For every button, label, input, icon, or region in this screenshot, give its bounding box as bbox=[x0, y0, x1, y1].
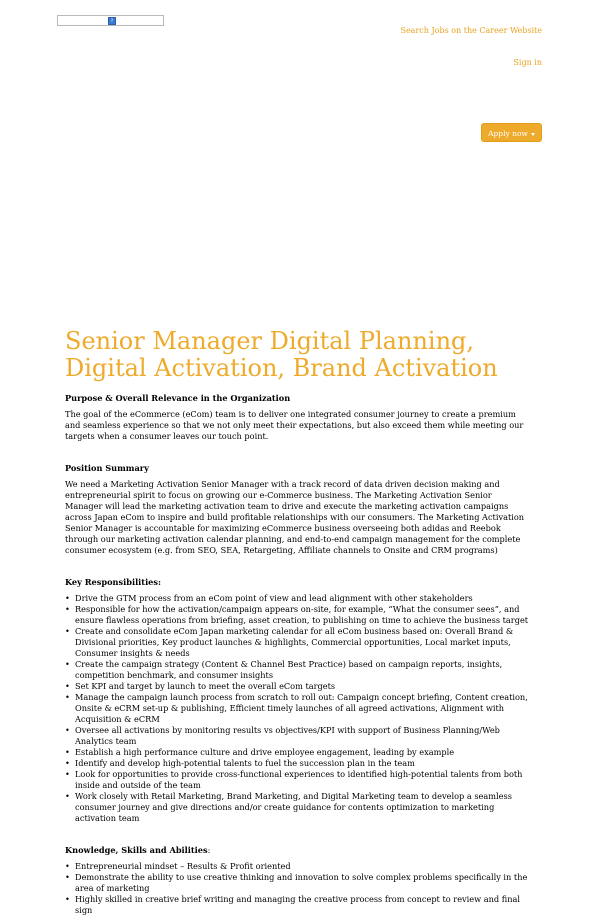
responsibilities-list bbox=[65, 593, 530, 824]
list-item: • Entrepreneurial mindset – Results & Profit oriented bbox=[75, 861, 530, 872]
section-body-purpose: The goal of the eCommerce (eCom) team is to deliver one integrated consumer journey to create a premium and seamless experience so that we not only meet their expectations, but also exceed them while meeting our targets when a consumer leaves our touch point. bbox=[65, 409, 524, 441]
search-jobs-link[interactable]: Search Jobs on the Career Website bbox=[400, 26, 542, 35]
section-heading-position-summary: Position Summary bbox=[65, 463, 149, 473]
page-title: Senior Manager Digital Planning, Digital Activation, Brand Activation bbox=[65, 327, 498, 382]
list-item: • Demonstrate the ability to use creative thinking and innovation to solve complex problems specifically in the area of marketing bbox=[75, 872, 530, 894]
skills-heading-colon: : bbox=[207, 845, 211, 855]
section-heading-purpose: Purpose & Overall Relevance in the Organization bbox=[65, 393, 291, 403]
apply-now-label: Apply now bbox=[488, 129, 528, 138]
section-heading-responsibilities: Key Responsibilities: bbox=[65, 577, 162, 587]
list-item: • Identify and develop high-potential talents to fuel the succession plan in the team bbox=[75, 758, 530, 769]
list-item: • Oversee all activations by monitoring results vs objectives/KPI with support of Business Planning/Web Analytics team bbox=[75, 725, 530, 747]
list-item: • Highly skilled in creative brief writing and managing the creative process from concept to review and final sign bbox=[75, 894, 530, 916]
skills-heading-bold: Knowledge, Skills and Abilities bbox=[65, 845, 208, 855]
list-item: • Set KPI and target by launch to meet the overall eCom targets bbox=[75, 681, 530, 692]
job-description bbox=[65, 328, 530, 916]
section-body-position-summary: We need a Marketing Activation Senior Manager with a track record of data driven decision making and entrepreneurial spirit to focus on growing our e-Commerce business. The Marketing Activation Senior Manager will lead the marketing activation team to drive and execute the marketing activation campaigns across Japan eCom to inspire and build profitable relationships with our consumers. The Marketing Activation Senior Manager is accountable for maximizing eCommerce business overseeing both adidas and Reebok through our marketing activation calendar planning, and end-to-end campaign management for the complete consumer ecosystem (e.g. from SEO, SEA, Retargeting, Affiliate channels to Onsite and CRM programs) bbox=[65, 479, 525, 555]
section-heading-skills bbox=[65, 845, 530, 856]
list-item: • Create the campaign strategy (Content & Channel Best Practice) based on campaign reports, insights, competition benchmark, and consumer insights bbox=[75, 659, 530, 681]
logo-placeholder[interactable] bbox=[57, 15, 164, 26]
skills-list bbox=[65, 861, 530, 916]
caret-down-icon bbox=[531, 133, 535, 136]
list-item: • Create and consolidate eCom Japan marketing calendar for all eCom business based on: Overall Brand & Divisional priorities, Key product launches & highlights, Commercial opportunities, Local market inputs, Consumer insights & needs bbox=[75, 626, 530, 659]
broken-image-icon: ? bbox=[108, 17, 116, 25]
sign-in-link[interactable]: Sign in bbox=[513, 58, 542, 67]
list-item: • Work closely with Retail Marketing, Brand Marketing, and Digital Marketing team to develop a seamless consumer journey and give directions and/or create guidance for contents optimization to marketing activation team bbox=[75, 791, 530, 824]
list-item: • Establish a high performance culture and drive employee engagement, leading by example bbox=[75, 747, 530, 758]
list-item: • Look for opportunities to provide cross-functional experiences to identified high-potential talents from both inside and outside of the team bbox=[75, 769, 530, 791]
list-item: • Drive the GTM process from an eCom point of view and lead alignment with other stakeholders bbox=[75, 593, 530, 604]
list-item: • Manage the campaign launch process from scratch to roll out: Campaign concept briefing, Content creation, Onsite & eCRM set-up & publishing, Efficient timely launches of all agreed activations, Alignment with Acquisition & eCRM bbox=[75, 692, 530, 725]
list-item: • Responsible for how the activation/campaign appears on-site, for example, “What the consumer sees”, and ensure flawless operations from briefing, asset creation, to publishing on time to achieve the business target bbox=[75, 604, 530, 626]
apply-now-button[interactable] bbox=[481, 123, 542, 142]
